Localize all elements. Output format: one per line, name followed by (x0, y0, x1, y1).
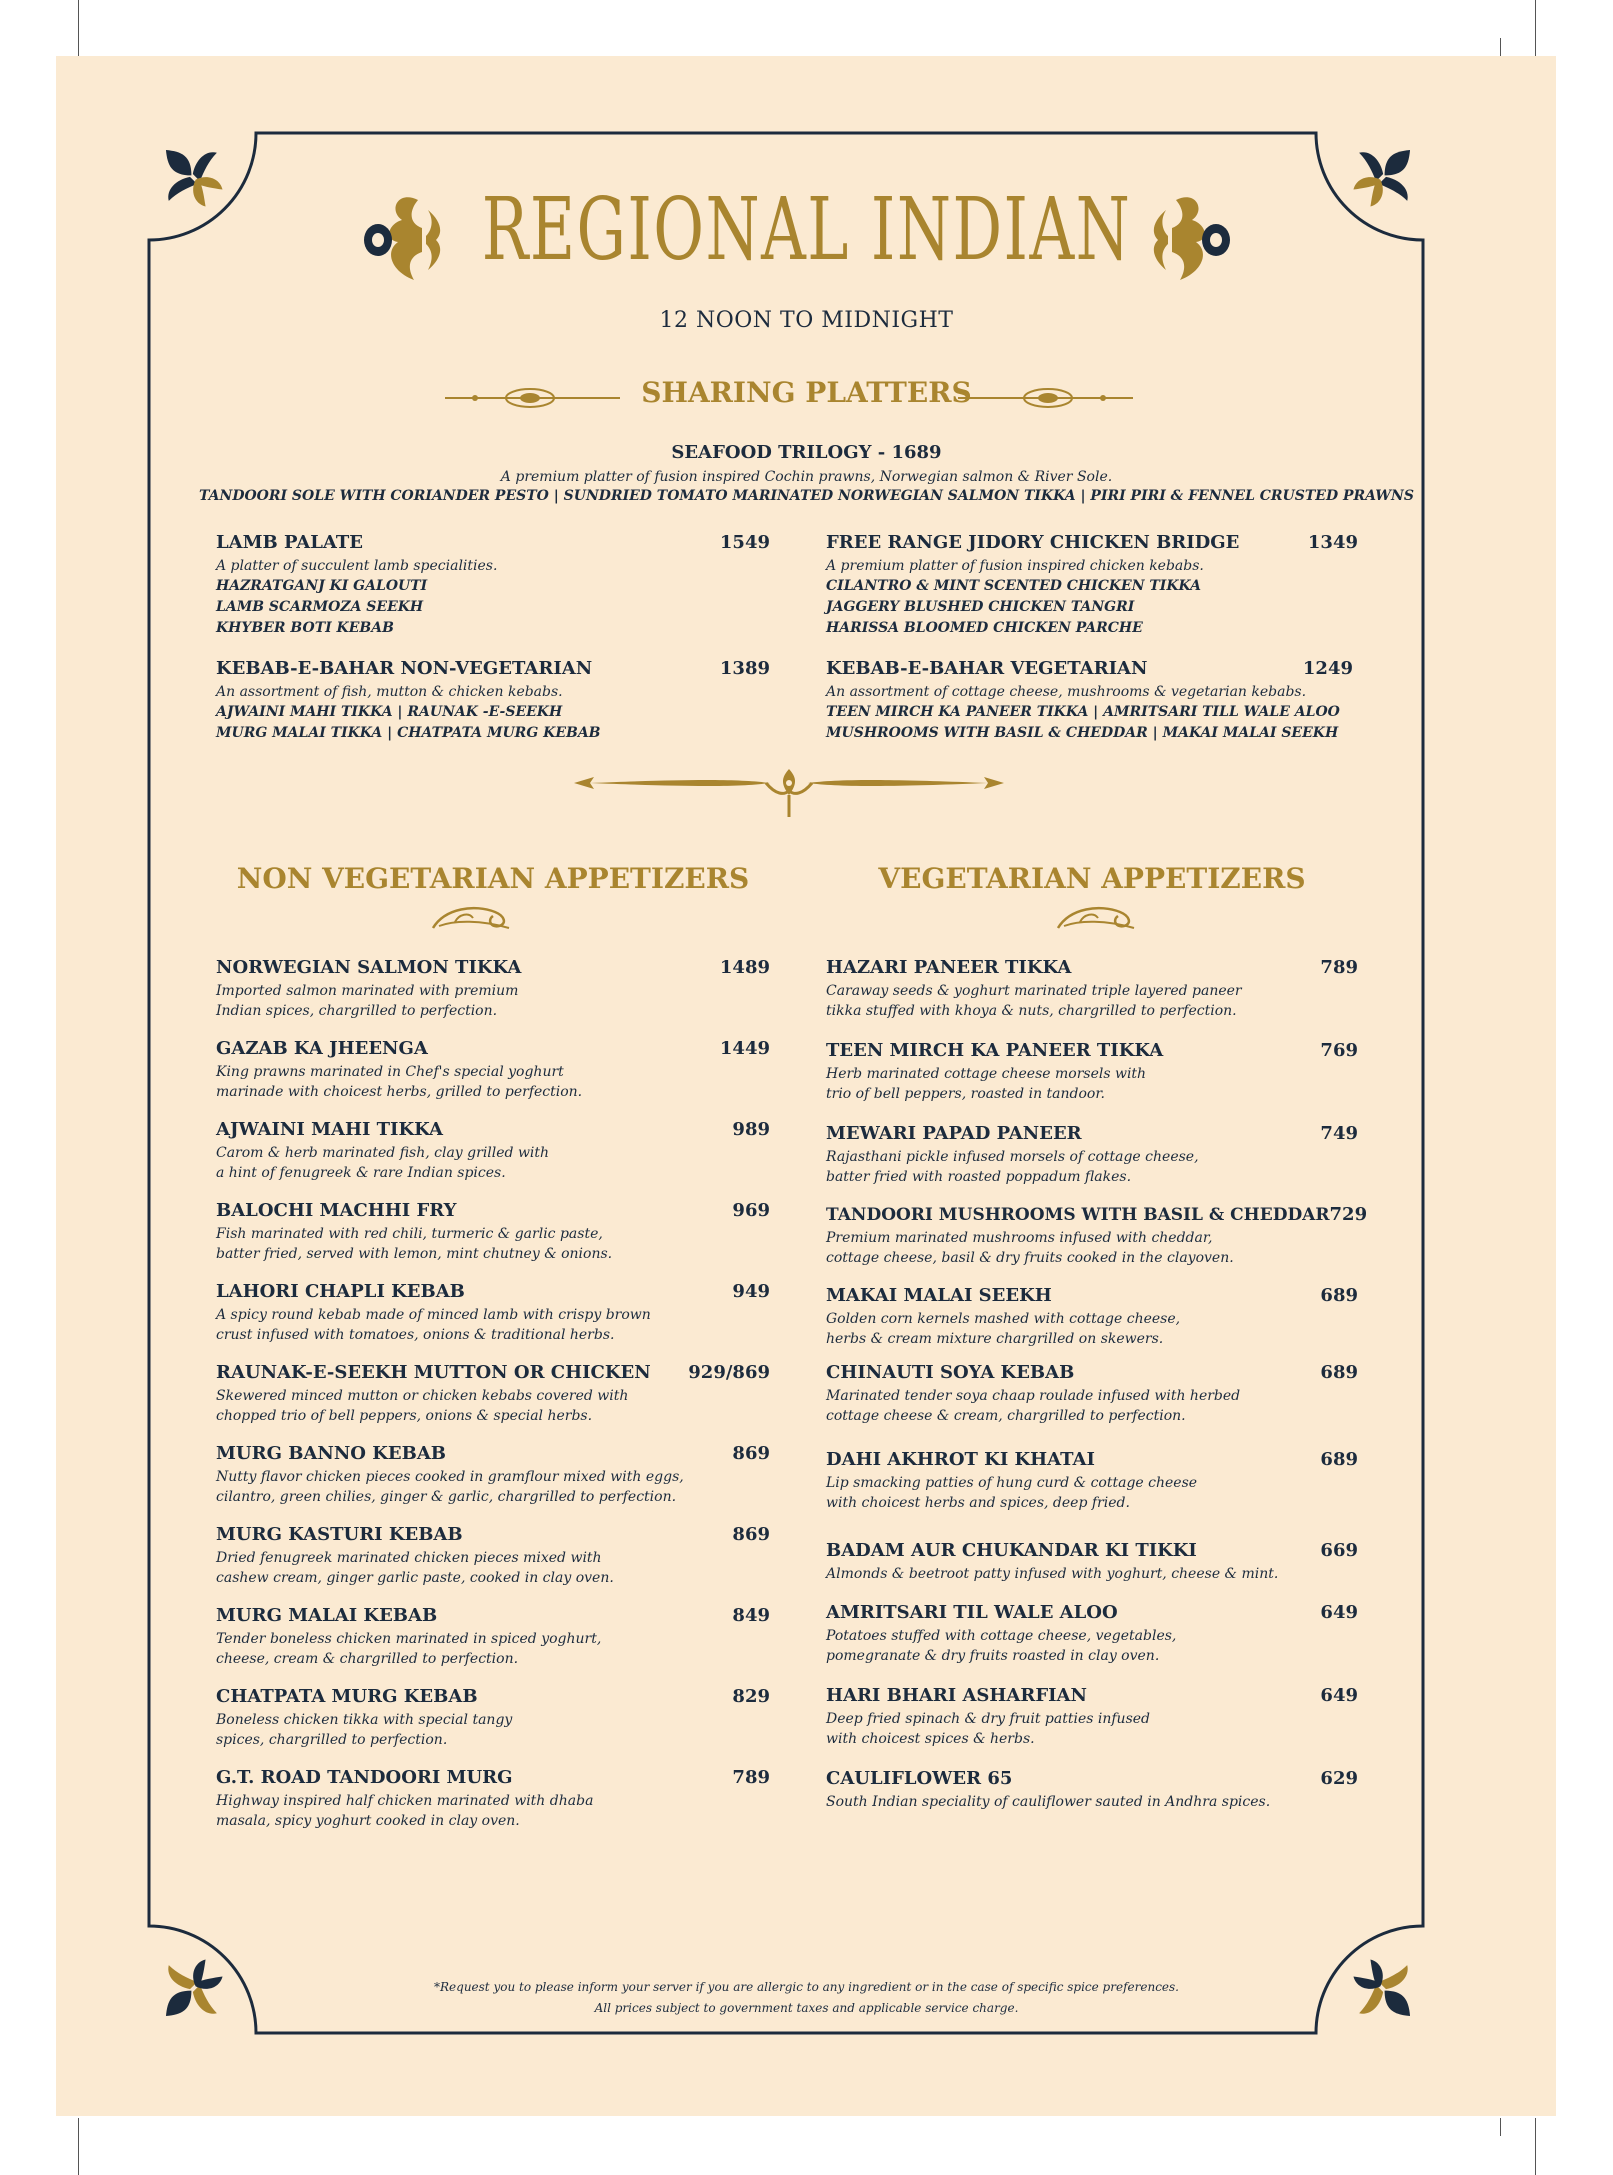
menu-item (216, 1200, 770, 1264)
item-component: AJWAINI MAHI TIKKA | RAUNAK -E-SEEKH (216, 704, 563, 720)
item-description: Skewered minced mutton or chicken kebabs covered with chopped trio of bell peppers, onions & special herbs. (216, 1388, 629, 1424)
item-description: Deep fried spinach & dry fruit patties infused with choicest spices & herbs. (826, 1711, 1151, 1747)
section-heading-nonveg: NON VEGETARIAN APPETIZERS (236, 862, 750, 895)
menu-item (826, 1362, 1358, 1426)
item-name: G.T. ROAD TANDOORI MURG (216, 1767, 513, 1788)
item-description: Caraway seeds & yoghurt marinated triple layered paneer tikka stuffed with khoya & nuts, chargrilled to perfection. (826, 983, 1242, 1019)
menu-footer-note (0, 1977, 1613, 2019)
menu-title: REGIONAL INDIAN (481, 180, 1132, 280)
heading-swirl-icon (1050, 898, 1140, 938)
item-description: An assortment of cottage cheese, mushrooms & vegetarian kebabs. (826, 684, 1307, 700)
item-components: TANDOORI SOLE WITH CORIANDER PESTO | SUNDRIED TOMATO MARINATED NORWEGIAN SALMON TIKKA | PIRI PIRI & FENNEL CRUSTED PRAWNS (199, 488, 1414, 504)
opening-hours: 12 NOON TO MIDNIGHT (659, 308, 954, 333)
crop-mark (1535, 0, 1536, 56)
item-component: KHYBER BOTI KEBAB (216, 620, 394, 636)
item-price: 729 (1329, 1204, 1368, 1225)
item-name: MURG BANNO KEBAB (216, 1443, 447, 1464)
item-price: 1489 (719, 957, 770, 978)
item-price: 829 (732, 1686, 770, 1707)
item-description: Herb marinated cottage cheese morsels with trio of bell peppers, roasted in tandoor. (826, 1066, 1147, 1102)
item-name: MEWARI PAPAD PANEER (826, 1123, 1082, 1144)
platter-item (216, 532, 770, 639)
flourish-right-icon (958, 383, 1133, 413)
item-name: AMRITSARI TIL WALE ALOO (826, 1602, 1118, 1623)
item-price: 689 (1320, 1362, 1358, 1383)
platter-item (216, 658, 770, 744)
item-price: 789 (732, 1767, 770, 1788)
menu-item (826, 1449, 1358, 1513)
item-price: 869 (732, 1524, 770, 1545)
item-price: 789 (1320, 957, 1358, 978)
item-price: 969 (732, 1200, 770, 1221)
item-name: CAULIFLOWER 65 (826, 1768, 1013, 1789)
item-description: Almonds & beetroot patty infused with yoghurt, cheese & mint. (826, 1566, 1279, 1582)
item-price: 649 (1320, 1685, 1358, 1706)
menu-item (216, 957, 770, 1021)
item-description: An assortment of fish, mutton & chicken kebabs. (216, 684, 563, 700)
item-price: 689 (1320, 1449, 1358, 1470)
item-component: JAGGERY BLUSHED CHICKEN TANGRI (826, 599, 1135, 615)
item-price: 849 (732, 1605, 770, 1626)
item-price: 629 (1320, 1768, 1358, 1789)
item-description: Potatoes stuffed with cottage cheese, vegetables, pomegranate & dry fruits roasted in clay oven. (826, 1628, 1177, 1664)
divider-flourish-icon (570, 765, 1008, 821)
item-component: MUSHROOMS WITH BASIL & CHEDDAR | MAKAI MALAI SEEKH (826, 725, 1339, 741)
item-price: 689 (1320, 1285, 1358, 1306)
corner-flower-icon (148, 132, 232, 216)
item-description: Carom & herb marinated fish, clay grilled with a hint of fenugreek & rare Indian spices. (216, 1145, 550, 1181)
crop-mark (1500, 2118, 1501, 2136)
item-price: 929/869 (688, 1362, 770, 1383)
item-name: TANDOORI MUSHROOMS WITH BASIL & CHEDDAR (826, 1205, 1330, 1225)
item-description: Premium marinated mushrooms infused with cheddar, cottage cheese, basil & dry fruits cooked in the clayoven. (826, 1230, 1234, 1266)
item-name: KEBAB-E-BAHAR VEGETARIAN (826, 658, 1148, 679)
crop-mark (78, 2118, 79, 2175)
item-description: A platter of succulent lamb specialities. (216, 558, 498, 574)
item-name: GAZAB KA JHEENGA (216, 1038, 428, 1059)
item-name: MURG KASTURI KEBAB (216, 1524, 463, 1545)
menu-item (826, 1040, 1358, 1104)
allergy-note: *Request you to please inform your server if you are allergic to any ingredient or in the case of specific spice preferences. (434, 1980, 1179, 1994)
item-price: 989 (732, 1119, 770, 1140)
item-name: NORWEGIAN SALMON TIKKA (216, 957, 522, 978)
item-component: TEEN MIRCH KA PANEER TIKKA | AMRITSARI TILL WALE ALOO (826, 704, 1340, 720)
item-name: BALOCHI MACHHI FRY (216, 1200, 457, 1221)
item-name: CHINAUTI SOYA KEBAB (826, 1362, 1075, 1383)
item-name: CHATPATA MURG KEBAB (216, 1686, 478, 1707)
item-description: Marinated tender soya chaap roulade infused with herbed cottage cheese & cream, chargrilled to perfection. (826, 1388, 1241, 1424)
menu-item (826, 1540, 1358, 1584)
crop-mark (1500, 38, 1501, 56)
item-name: HARI BHARI ASHARFIAN (826, 1685, 1087, 1706)
item-name: FREE RANGE JIDORY CHICKEN BRIDGE (826, 532, 1240, 553)
item-component: CILANTRO & MINT SCENTED CHICKEN TIKKA (826, 578, 1201, 594)
menu-item (216, 1605, 770, 1669)
item-description: Fish marinated with red chili, turmeric & garlic paste, batter fried, served with lemon, mint chutney & onions. (216, 1226, 613, 1262)
item-component: MURG MALAI TIKKA | CHATPATA MURG KEBAB (216, 725, 601, 741)
item-name: AJWAINI MAHI TIKKA (216, 1119, 443, 1140)
item-price: 949 (732, 1281, 770, 1302)
heading-swirl-icon (425, 898, 515, 938)
menu-item (826, 957, 1358, 1021)
item-name: MURG MALAI KEBAB (216, 1605, 438, 1626)
item-component: LAMB SCARMOZA SEEKH (216, 599, 424, 615)
menu-item (216, 1281, 770, 1345)
item-name: BADAM AUR CHUKANDAR KI TIKKI (826, 1540, 1197, 1561)
menu-item (216, 1038, 770, 1102)
menu-item (826, 1204, 1368, 1268)
menu-item (826, 1123, 1358, 1187)
item-name: RAUNAK-E-SEEKH MUTTON OR CHICKEN (216, 1362, 651, 1383)
item-name: HAZARI PANEER TIKKA (826, 957, 1072, 978)
crop-mark (78, 0, 79, 56)
item-price: 749 (1320, 1123, 1358, 1144)
item-price: 769 (1320, 1040, 1358, 1061)
item-component: HAZRATGANJ KI GALOUTI (216, 578, 428, 594)
item-price: 869 (732, 1443, 770, 1464)
item-description: Highway inspired half chicken marinated with dhaba masala, spicy yoghurt cooked in clay oven. (216, 1793, 594, 1829)
item-description: Rajasthani pickle infused morsels of cottage cheese, batter fried with roasted poppadum flakes. (826, 1149, 1199, 1185)
item-description: A spicy round kebab made of minced lamb with crispy brown crust infused with tomatoes, onions & traditional herbs. (216, 1307, 651, 1343)
item-name: MAKAI MALAI SEEKH (826, 1285, 1052, 1306)
item-price: 649 (1320, 1602, 1358, 1623)
item-description: Boneless chicken tikka with special tangy spices, chargrilled to perfection. (216, 1712, 513, 1748)
platter-item (826, 658, 1353, 744)
item-name: LAMB PALATE (216, 532, 363, 553)
item-price: 1349 (1307, 532, 1358, 553)
item-price: 1449 (719, 1038, 770, 1059)
menu-item (826, 1285, 1358, 1349)
item-name: KEBAB-E-BAHAR NON-VEGETARIAN (216, 658, 593, 679)
menu-item (216, 1686, 770, 1750)
item-description: Tender boneless chicken marinated in spiced yoghurt, cheese, cream & chargrilled to perfection. (216, 1631, 602, 1667)
item-name: SEAFOOD TRILOGY - 1689 (671, 442, 942, 463)
tax-note: All prices subject to government taxes and applicable service charge. (594, 2001, 1019, 2015)
menu-item (216, 1119, 770, 1183)
menu-item (826, 1685, 1358, 1749)
item-description: Golden corn kernels mashed with cottage cheese, herbs & cream mixture chargrilled on skewers. (826, 1311, 1181, 1347)
platter-item (826, 532, 1358, 639)
item-description: Imported salmon marinated with premium Indian spices, chargrilled to perfection. (216, 983, 519, 1019)
section-heading-veg: VEGETARIAN APPETIZERS (878, 862, 1306, 895)
item-description: A premium platter of fusion inspired chicken kebabs. (826, 558, 1204, 574)
menu-item (826, 1602, 1358, 1666)
item-description: South Indian speciality of cauliflower sauted in Andhra spices. (826, 1794, 1271, 1810)
menu-item (216, 1524, 770, 1588)
item-price: 1249 (1302, 658, 1353, 679)
item-price: 669 (1320, 1540, 1358, 1561)
item-name: LAHORI CHAPLI KEBAB (216, 1281, 465, 1302)
section-heading-sharing: SHARING PLATTERS (641, 376, 972, 409)
menu-item (216, 1443, 770, 1507)
item-price: 1549 (719, 532, 770, 553)
menu-item (216, 1362, 770, 1426)
crop-mark (1535, 2118, 1536, 2175)
flourish-left-icon (445, 383, 620, 413)
menu-item (216, 1767, 770, 1831)
item-name: DAHI AKHROT KI KHATAI (826, 1449, 1095, 1470)
item-description: A premium platter of fusion inspired Cochin prawns, Norwegian salmon & River Sole. (500, 469, 1113, 485)
item-description: King prawns marinated in Chef's special yoghurt marinade with choicest herbs, grilled to perfection. (216, 1064, 583, 1100)
item-description: Nutty flavor chicken pieces cooked in gramflour mixed with eggs, cilantro, green chilies, ginger & garlic, chargrilled to perfection. (216, 1469, 684, 1505)
title-ornament-right-icon (1140, 180, 1236, 300)
item-description: Dried fenugreek marinated chicken pieces mixed with cashew cream, ginger garlic paste, cooked in clay oven. (216, 1550, 614, 1586)
item-component: HARISSA BLOOMED CHICKEN PARCHE (826, 620, 1143, 636)
item-name: TEEN MIRCH KA PANEER TIKKA (826, 1040, 1164, 1061)
seafood-trilogy (0, 442, 1613, 504)
menu-item (826, 1768, 1358, 1812)
item-price: 1389 (719, 658, 770, 679)
item-description: Lip smacking patties of hung curd & cottage cheese with choicest herbs and spices, deep fried. (826, 1475, 1198, 1511)
